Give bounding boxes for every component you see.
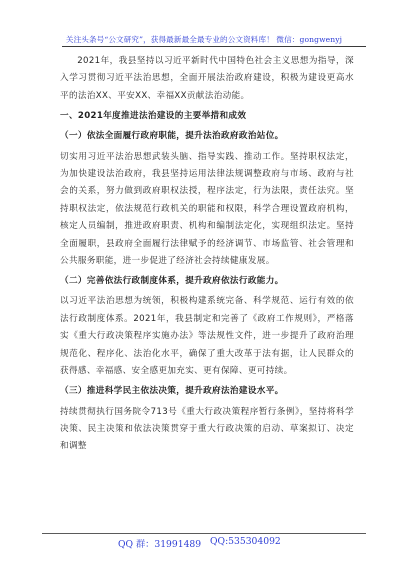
intro-paragraph: 2021年，我县坚持以习近平新时代中国特色社会主义思想为指导，深入学习贯彻习近平法治思想，全面开展法治政府建设，积极为建设更高水平的法治XX、平安XX、幸福XX贡献法治动能。 <box>60 56 354 101</box>
document-body <box>60 53 354 458</box>
section-heading: 一、2021年度推进法治建设的主要举措和成效 <box>60 110 247 121</box>
subsection-1-paragraph: 切实用习近平法治思想武装头脑、指导实践、推动工作。坚持职权法定，为加快建设法治政府，我县坚持运用法律法规调整政府与市场、政府与社会的关系，努力做到政府职权法授，程序法定，行为法限，责任法究。坚持职权法定，依法规范行政机关的职能和权限，科学合理设置政府机构，核定人员编制，推进政府职责、机构和编制法定化，实现组织法定。坚持全面履职，县政府全面履行法律赋予的经济调节、市场监管、社会管理和公共服务职能，进一步促进了经济社会持续健康发展。 <box>60 151 354 267</box>
subsection-2-paragraph: 以习近平法治思想为统领，积极构建系统完备、科学规范、运行有效的依法行政制度体系。2021年，我县制定和完善了《政府工作规则》，严格落实《重大行政决策程序实施办法》等法规性文件，进一步提升了政府治理规范化、程序化、法治化水平，确保了重大改革于法有据，让人民群众的获得感、幸福感、安全感更加充实、更有保障、更可持续。 <box>60 296 354 377</box>
header-banner: 关注头条号“公文研究”，获得最新最全最专业的公文资料库！ 微信：gongwenyj <box>65 35 343 44</box>
footer-qq-group: QQ 群：31991489 <box>118 539 202 550</box>
subsection-3-paragraph: 持续贯彻执行国务院令713号《重大行政决策程序暂行条例》，坚持将科学决策、民主决策和依法决策贯穿于重大行政决策的启动、草案拟订、决定和调整 <box>60 406 354 452</box>
footer-qq-number: QQ:535304092 <box>210 536 281 547</box>
subsection-2-heading: （二）完善依法行政制度体系，提升政府依法行政能力。 <box>60 276 284 287</box>
subsection-3-heading: （三）推进科学民主依法决策，提升政府法治建设水平。 <box>60 386 284 397</box>
subsection-1-heading: （一）依法全面履行政府职能，提升法治政府政治站位。 <box>60 131 284 142</box>
footer-divider <box>42 533 366 534</box>
header-divider <box>62 46 366 47</box>
